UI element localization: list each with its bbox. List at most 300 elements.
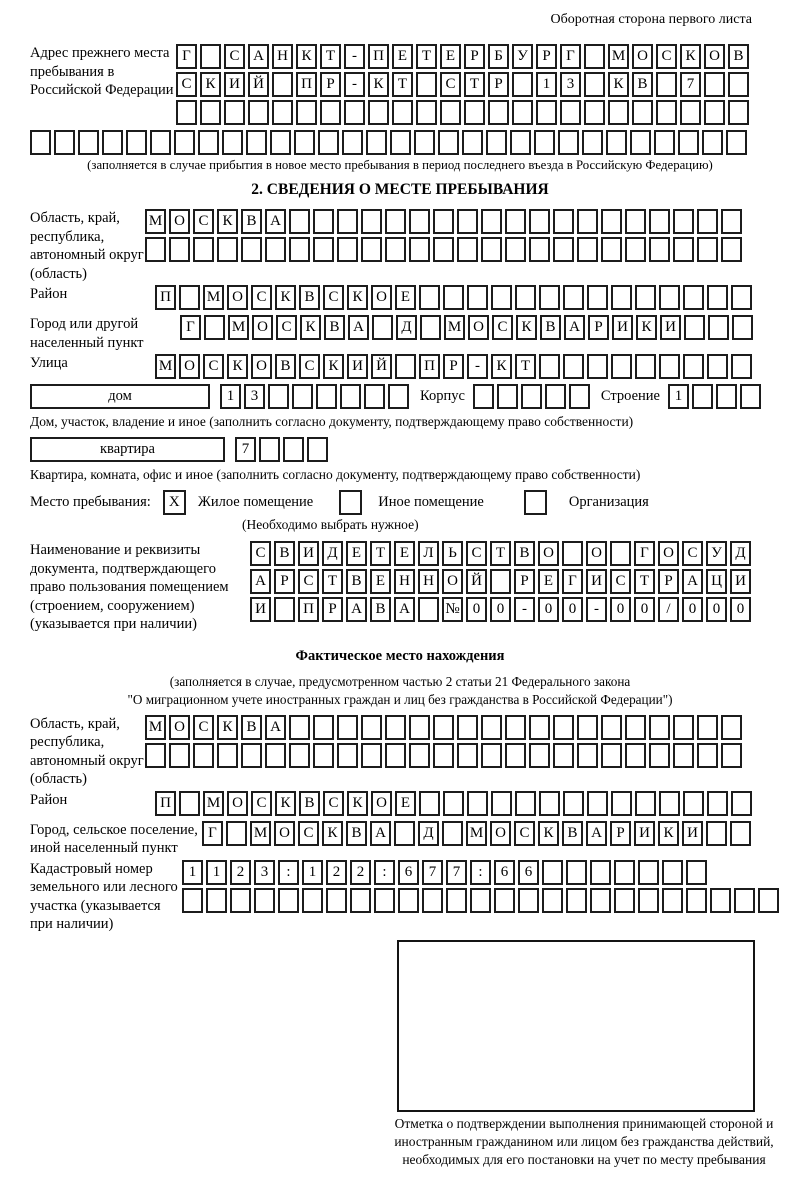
char-box[interactable]: К xyxy=(275,285,296,310)
char-box[interactable]: 2 xyxy=(230,860,251,885)
char-box[interactable]: 6 xyxy=(494,860,515,885)
char-box[interactable] xyxy=(313,237,334,262)
char-box[interactable] xyxy=(673,209,694,234)
char-box[interactable] xyxy=(361,715,382,740)
char-box[interactable]: М xyxy=(444,315,465,340)
char-box[interactable] xyxy=(529,743,550,768)
char-box[interactable] xyxy=(563,354,584,379)
char-box[interactable] xyxy=(505,743,526,768)
char-box[interactable]: О xyxy=(468,315,489,340)
char-box[interactable]: М xyxy=(250,821,271,846)
char-box[interactable]: Е xyxy=(370,569,391,594)
char-box[interactable] xyxy=(206,888,227,913)
char-box[interactable]: О xyxy=(371,791,392,816)
char-box[interactable]: П xyxy=(419,354,440,379)
char-box[interactable] xyxy=(635,791,656,816)
char-box[interactable]: К xyxy=(322,821,343,846)
char-box[interactable]: К xyxy=(680,44,701,69)
char-box[interactable] xyxy=(217,743,238,768)
char-box[interactable] xyxy=(630,130,651,155)
char-box[interactable] xyxy=(505,237,526,262)
char-box[interactable]: С xyxy=(224,44,245,69)
char-box[interactable]: 7 xyxy=(235,437,256,462)
char-box[interactable]: К xyxy=(275,791,296,816)
char-box[interactable] xyxy=(204,315,225,340)
char-box[interactable]: С xyxy=(193,209,214,234)
char-box[interactable] xyxy=(553,715,574,740)
char-box[interactable] xyxy=(337,237,358,262)
char-box[interactable] xyxy=(320,100,341,125)
char-box[interactable] xyxy=(467,791,488,816)
char-box[interactable] xyxy=(601,743,622,768)
char-box[interactable] xyxy=(307,437,328,462)
char-box[interactable]: У xyxy=(512,44,533,69)
char-box[interactable]: 1 xyxy=(206,860,227,885)
char-box[interactable]: К xyxy=(538,821,559,846)
char-box[interactable] xyxy=(584,100,605,125)
char-box[interactable]: П xyxy=(296,72,317,97)
char-box[interactable] xyxy=(313,209,334,234)
char-box[interactable] xyxy=(560,100,581,125)
char-box[interactable]: О xyxy=(490,821,511,846)
char-box[interactable]: Е xyxy=(395,791,416,816)
char-box[interactable]: К xyxy=(217,715,238,740)
char-box[interactable]: - xyxy=(344,44,365,69)
char-box[interactable] xyxy=(350,888,371,913)
char-box[interactable] xyxy=(340,384,361,409)
char-box[interactable] xyxy=(706,821,727,846)
char-box[interactable]: 3 xyxy=(244,384,265,409)
char-box[interactable]: Й xyxy=(371,354,392,379)
char-box[interactable] xyxy=(443,285,464,310)
char-box[interactable] xyxy=(490,569,511,594)
char-box[interactable] xyxy=(659,354,680,379)
char-box[interactable] xyxy=(326,888,347,913)
char-box[interactable] xyxy=(462,130,483,155)
char-box[interactable] xyxy=(102,130,123,155)
char-box[interactable] xyxy=(577,237,598,262)
char-box[interactable] xyxy=(635,354,656,379)
checkbox-other-premises[interactable] xyxy=(339,490,362,515)
char-box[interactable]: : xyxy=(374,860,395,885)
char-box[interactable] xyxy=(313,715,334,740)
char-box[interactable] xyxy=(707,791,728,816)
char-box[interactable]: В xyxy=(299,285,320,310)
char-box[interactable]: А xyxy=(346,597,367,622)
char-box[interactable] xyxy=(433,237,454,262)
char-box[interactable]: 1 xyxy=(536,72,557,97)
char-box[interactable]: 0 xyxy=(466,597,487,622)
char-box[interactable] xyxy=(553,237,574,262)
char-box[interactable]: Р xyxy=(514,569,535,594)
char-box[interactable] xyxy=(518,888,539,913)
char-box[interactable]: О xyxy=(169,715,190,740)
char-box[interactable] xyxy=(734,888,755,913)
char-box[interactable]: Р xyxy=(610,821,631,846)
char-box[interactable]: К xyxy=(200,72,221,97)
char-box[interactable] xyxy=(625,209,646,234)
char-box[interactable]: Р xyxy=(488,72,509,97)
char-box[interactable]: Т xyxy=(515,354,536,379)
char-box[interactable] xyxy=(433,715,454,740)
char-box[interactable] xyxy=(732,315,753,340)
char-box[interactable] xyxy=(512,100,533,125)
char-box[interactable] xyxy=(659,285,680,310)
char-box[interactable] xyxy=(176,100,197,125)
char-box[interactable] xyxy=(145,237,166,262)
char-box[interactable]: С xyxy=(682,541,703,566)
char-box[interactable] xyxy=(686,860,707,885)
char-box[interactable] xyxy=(728,72,749,97)
char-box[interactable] xyxy=(457,237,478,262)
char-box[interactable] xyxy=(611,285,632,310)
char-box[interactable] xyxy=(562,541,583,566)
char-box[interactable] xyxy=(272,72,293,97)
char-box[interactable] xyxy=(481,209,502,234)
char-box[interactable] xyxy=(30,130,51,155)
char-box[interactable]: 0 xyxy=(706,597,727,622)
char-box[interactable]: Д xyxy=(322,541,343,566)
char-box[interactable]: А xyxy=(265,209,286,234)
char-box[interactable]: С xyxy=(298,569,319,594)
char-box[interactable] xyxy=(697,209,718,234)
char-box[interactable]: Т xyxy=(634,569,655,594)
char-box[interactable] xyxy=(150,130,171,155)
char-box[interactable] xyxy=(241,743,262,768)
char-box[interactable]: В xyxy=(324,315,345,340)
char-box[interactable]: И xyxy=(660,315,681,340)
char-box[interactable] xyxy=(611,354,632,379)
char-box[interactable]: 0 xyxy=(538,597,559,622)
char-box[interactable]: О xyxy=(632,44,653,69)
char-box[interactable] xyxy=(704,72,725,97)
char-box[interactable] xyxy=(512,72,533,97)
char-box[interactable] xyxy=(697,715,718,740)
char-box[interactable] xyxy=(422,888,443,913)
char-box[interactable]: В xyxy=(514,541,535,566)
char-box[interactable] xyxy=(587,791,608,816)
char-box[interactable] xyxy=(467,285,488,310)
char-box[interactable] xyxy=(385,715,406,740)
char-box[interactable] xyxy=(390,130,411,155)
char-box[interactable] xyxy=(614,860,635,885)
char-box[interactable]: Й xyxy=(466,569,487,594)
char-box[interactable] xyxy=(409,237,430,262)
char-box[interactable]: С xyxy=(323,791,344,816)
char-box[interactable]: А xyxy=(394,597,415,622)
char-box[interactable] xyxy=(254,888,275,913)
char-box[interactable] xyxy=(419,791,440,816)
char-box[interactable]: Д xyxy=(418,821,439,846)
char-box[interactable] xyxy=(686,888,707,913)
char-box[interactable] xyxy=(539,354,560,379)
char-box[interactable]: 6 xyxy=(518,860,539,885)
char-box[interactable]: Р xyxy=(536,44,557,69)
char-box[interactable] xyxy=(416,100,437,125)
char-box[interactable] xyxy=(440,100,461,125)
char-box[interactable] xyxy=(662,888,683,913)
char-box[interactable] xyxy=(169,743,190,768)
char-box[interactable]: Р xyxy=(322,597,343,622)
char-box[interactable]: Е xyxy=(346,541,367,566)
char-box[interactable] xyxy=(217,237,238,262)
char-box[interactable]: Е xyxy=(392,44,413,69)
char-box[interactable] xyxy=(395,354,416,379)
house-type-box[interactable]: дом xyxy=(30,384,210,409)
char-box[interactable] xyxy=(515,791,536,816)
char-box[interactable] xyxy=(731,285,752,310)
char-box[interactable]: В xyxy=(728,44,749,69)
char-box[interactable] xyxy=(364,384,385,409)
char-box[interactable] xyxy=(385,743,406,768)
char-box[interactable] xyxy=(721,209,742,234)
char-box[interactable] xyxy=(625,743,646,768)
char-box[interactable] xyxy=(673,715,694,740)
char-box[interactable]: Е xyxy=(538,569,559,594)
char-box[interactable] xyxy=(491,285,512,310)
char-box[interactable] xyxy=(54,130,75,155)
char-box[interactable] xyxy=(683,791,704,816)
char-box[interactable]: О xyxy=(169,209,190,234)
char-box[interactable] xyxy=(584,44,605,69)
char-box[interactable]: № xyxy=(442,597,463,622)
char-box[interactable] xyxy=(649,209,670,234)
char-box[interactable]: П xyxy=(155,285,176,310)
char-box[interactable] xyxy=(649,237,670,262)
char-box[interactable] xyxy=(563,791,584,816)
char-box[interactable] xyxy=(361,237,382,262)
char-box[interactable] xyxy=(515,285,536,310)
char-box[interactable]: 0 xyxy=(730,597,751,622)
char-box[interactable]: Г xyxy=(176,44,197,69)
char-box[interactable] xyxy=(418,597,439,622)
char-box[interactable] xyxy=(265,743,286,768)
char-box[interactable]: 1 xyxy=(220,384,241,409)
char-box[interactable] xyxy=(337,715,358,740)
char-box[interactable]: - xyxy=(344,72,365,97)
char-box[interactable] xyxy=(419,285,440,310)
char-box[interactable] xyxy=(662,860,683,885)
char-box[interactable]: А xyxy=(348,315,369,340)
char-box[interactable] xyxy=(414,130,435,155)
char-box[interactable] xyxy=(635,285,656,310)
char-box[interactable]: К xyxy=(608,72,629,97)
char-box[interactable]: Р xyxy=(658,569,679,594)
char-box[interactable]: С xyxy=(610,569,631,594)
char-box[interactable] xyxy=(481,237,502,262)
char-box[interactable] xyxy=(606,130,627,155)
char-box[interactable] xyxy=(442,821,463,846)
char-box[interactable] xyxy=(569,384,590,409)
char-box[interactable] xyxy=(486,130,507,155)
char-box[interactable] xyxy=(542,888,563,913)
char-box[interactable] xyxy=(702,130,723,155)
char-box[interactable] xyxy=(126,130,147,155)
char-box[interactable] xyxy=(289,209,310,234)
char-box[interactable]: И xyxy=(682,821,703,846)
char-box[interactable]: 7 xyxy=(446,860,467,885)
char-box[interactable] xyxy=(521,384,542,409)
char-box[interactable]: К xyxy=(323,354,344,379)
char-box[interactable]: С xyxy=(492,315,513,340)
char-box[interactable]: Г xyxy=(202,821,223,846)
char-box[interactable]: Т xyxy=(490,541,511,566)
char-box[interactable] xyxy=(529,715,550,740)
char-box[interactable] xyxy=(361,743,382,768)
char-box[interactable] xyxy=(536,100,557,125)
char-box[interactable] xyxy=(563,285,584,310)
char-box[interactable]: Е xyxy=(440,44,461,69)
char-box[interactable]: М xyxy=(466,821,487,846)
char-box[interactable] xyxy=(193,743,214,768)
char-box[interactable]: 3 xyxy=(254,860,275,885)
char-box[interactable]: Ц xyxy=(706,569,727,594)
char-box[interactable]: Н xyxy=(394,569,415,594)
char-box[interactable]: О xyxy=(227,285,248,310)
char-box[interactable]: 2 xyxy=(350,860,371,885)
char-box[interactable] xyxy=(608,100,629,125)
char-box[interactable] xyxy=(145,743,166,768)
char-box[interactable] xyxy=(78,130,99,155)
char-box[interactable]: В xyxy=(540,315,561,340)
char-box[interactable] xyxy=(169,237,190,262)
char-box[interactable]: К xyxy=(491,354,512,379)
char-box[interactable] xyxy=(200,44,221,69)
char-box[interactable]: 3 xyxy=(560,72,581,97)
char-box[interactable]: - xyxy=(586,597,607,622)
char-box[interactable]: В xyxy=(562,821,583,846)
char-box[interactable]: Ь xyxy=(442,541,463,566)
char-box[interactable] xyxy=(656,72,677,97)
char-box[interactable]: : xyxy=(470,860,491,885)
char-box[interactable]: Р xyxy=(443,354,464,379)
char-box[interactable] xyxy=(289,237,310,262)
char-box[interactable]: С xyxy=(440,72,461,97)
char-box[interactable] xyxy=(610,541,631,566)
char-box[interactable] xyxy=(289,715,310,740)
char-box[interactable] xyxy=(457,743,478,768)
char-box[interactable] xyxy=(545,384,566,409)
char-box[interactable] xyxy=(505,209,526,234)
char-box[interactable]: С xyxy=(466,541,487,566)
char-box[interactable]: О xyxy=(179,354,200,379)
char-box[interactable]: М xyxy=(155,354,176,379)
char-box[interactable]: А xyxy=(370,821,391,846)
char-box[interactable] xyxy=(481,743,502,768)
char-box[interactable] xyxy=(707,285,728,310)
char-box[interactable]: Т xyxy=(370,541,391,566)
char-box[interactable]: 7 xyxy=(422,860,443,885)
char-box[interactable]: В xyxy=(274,541,295,566)
char-box[interactable] xyxy=(683,285,704,310)
char-box[interactable]: О xyxy=(586,541,607,566)
char-box[interactable]: Т xyxy=(464,72,485,97)
char-box[interactable]: А xyxy=(564,315,585,340)
char-box[interactable] xyxy=(246,130,267,155)
char-box[interactable] xyxy=(590,860,611,885)
char-box[interactable] xyxy=(457,715,478,740)
char-box[interactable]: С xyxy=(299,354,320,379)
char-box[interactable]: К xyxy=(347,285,368,310)
char-box[interactable] xyxy=(611,791,632,816)
char-box[interactable]: Р xyxy=(464,44,485,69)
char-box[interactable]: О xyxy=(274,821,295,846)
char-box[interactable]: К xyxy=(347,791,368,816)
char-box[interactable] xyxy=(270,130,291,155)
char-box[interactable]: В xyxy=(632,72,653,97)
char-box[interactable] xyxy=(226,821,247,846)
char-box[interactable] xyxy=(337,209,358,234)
char-box[interactable]: 0 xyxy=(490,597,511,622)
char-box[interactable] xyxy=(420,315,441,340)
char-box[interactable] xyxy=(394,821,415,846)
char-box[interactable] xyxy=(385,209,406,234)
char-box[interactable]: О xyxy=(704,44,725,69)
char-box[interactable] xyxy=(656,100,677,125)
char-box[interactable]: Т xyxy=(416,44,437,69)
char-box[interactable] xyxy=(625,715,646,740)
char-box[interactable]: О xyxy=(252,315,273,340)
char-box[interactable]: Б xyxy=(488,44,509,69)
char-box[interactable] xyxy=(539,285,560,310)
char-box[interactable]: Д xyxy=(396,315,417,340)
char-box[interactable] xyxy=(577,209,598,234)
char-box[interactable] xyxy=(366,130,387,155)
char-box[interactable]: В xyxy=(275,354,296,379)
char-box[interactable]: К xyxy=(368,72,389,97)
char-box[interactable] xyxy=(409,209,430,234)
char-box[interactable]: Л xyxy=(418,541,439,566)
char-box[interactable]: А xyxy=(248,44,269,69)
char-box[interactable] xyxy=(248,100,269,125)
char-box[interactable] xyxy=(708,315,729,340)
char-box[interactable]: Г xyxy=(180,315,201,340)
char-box[interactable]: С xyxy=(250,541,271,566)
char-box[interactable]: П xyxy=(368,44,389,69)
char-box[interactable]: 1 xyxy=(668,384,689,409)
char-box[interactable]: Г xyxy=(560,44,581,69)
char-box[interactable] xyxy=(179,791,200,816)
char-box[interactable] xyxy=(566,860,587,885)
char-box[interactable] xyxy=(566,888,587,913)
char-box[interactable] xyxy=(294,130,315,155)
char-box[interactable] xyxy=(625,237,646,262)
char-box[interactable] xyxy=(491,791,512,816)
char-box[interactable]: 0 xyxy=(682,597,703,622)
char-box[interactable] xyxy=(587,285,608,310)
char-box[interactable] xyxy=(278,888,299,913)
char-box[interactable]: Р xyxy=(274,569,295,594)
char-box[interactable]: Н xyxy=(272,44,293,69)
char-box[interactable] xyxy=(529,209,550,234)
char-box[interactable]: С xyxy=(323,285,344,310)
char-box[interactable] xyxy=(222,130,243,155)
char-box[interactable]: Е xyxy=(395,285,416,310)
char-box[interactable]: К xyxy=(300,315,321,340)
char-box[interactable]: С xyxy=(251,791,272,816)
char-box[interactable] xyxy=(230,888,251,913)
char-box[interactable]: / xyxy=(658,597,679,622)
char-box[interactable] xyxy=(179,285,200,310)
char-box[interactable] xyxy=(697,743,718,768)
char-box[interactable]: К xyxy=(296,44,317,69)
char-box[interactable]: Т xyxy=(320,44,341,69)
char-box[interactable]: И xyxy=(730,569,751,594)
char-box[interactable] xyxy=(265,237,286,262)
char-box[interactable]: С xyxy=(298,821,319,846)
char-box[interactable] xyxy=(505,715,526,740)
char-box[interactable] xyxy=(707,354,728,379)
